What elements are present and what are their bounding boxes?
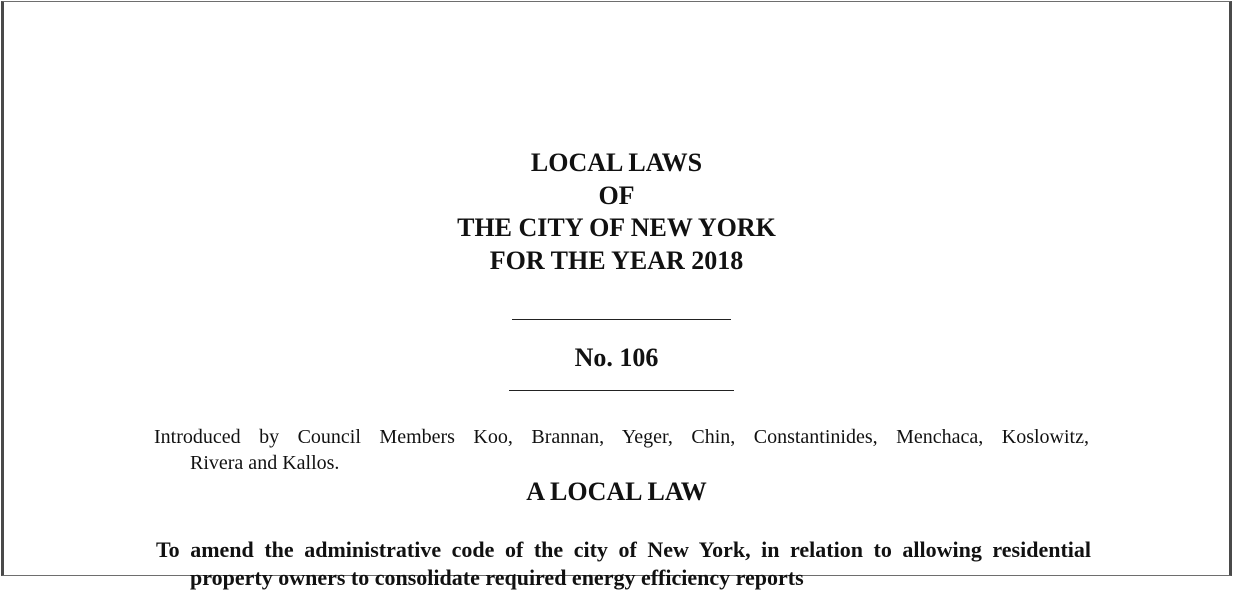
introduced-by-line-1: Introduced by Council Members Koo, Brannan, Yeger, Chin, Constantinides, Menchaca, Koslowitz,	[154, 426, 1089, 448]
introduced-by-line-2: Rivera and Kallos.	[190, 452, 340, 474]
title-line-3: THE CITY OF NEW YORK	[457, 213, 776, 242]
document-page	[1, 1, 1232, 590]
purpose-line-1: To amend the administrative code of the city of New York, in relation to allowing residential	[156, 537, 1091, 562]
law-number: No. 106	[574, 343, 659, 372]
document-title	[4, 147, 1229, 277]
title-line-4: FOR THE YEAR 2018	[489, 245, 744, 275]
divider-bottom	[509, 390, 734, 391]
purpose-line-2: property owners to consolidate required energy efficiency reports	[190, 565, 804, 590]
local-law-heading: A LOCAL LAW	[526, 477, 707, 506]
divider-top	[512, 319, 731, 320]
title-line-1: LOCAL LAWS	[530, 148, 703, 177]
title-line-2: OF	[598, 180, 635, 210]
